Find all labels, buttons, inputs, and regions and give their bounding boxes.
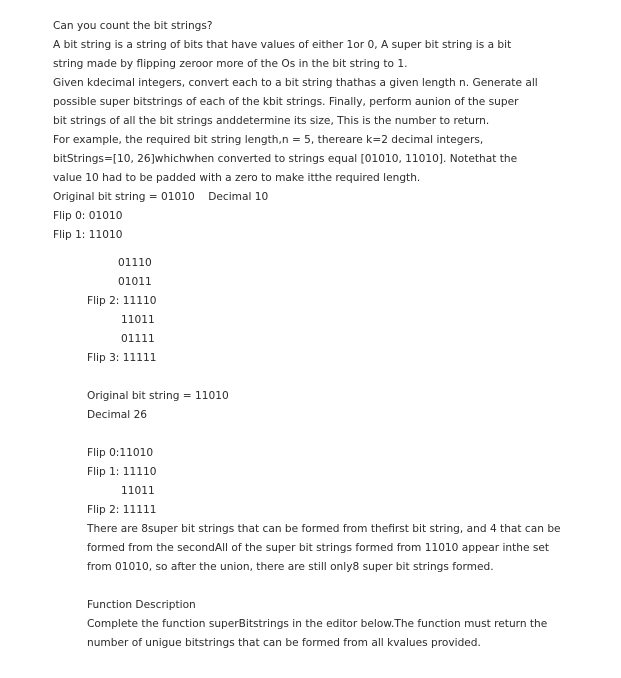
text-line: Flip 1: 11110 [87, 466, 157, 478]
bit-string-line: 01011 [118, 276, 152, 288]
text-line: Complete the function superBitstrings in the editor below.The function must return the [87, 618, 548, 630]
text-line: string made by flipping zeroor more of the Os in the bit string to 1. [53, 58, 408, 70]
text-line: Flip 2: 11111 [87, 504, 157, 516]
text-line: There are 8super bit strings that can be formed from thefirst bit string, and 4 that can be [87, 523, 561, 535]
text-line: number of unigue bitstrings that can be formed from all kvalues provided. [87, 637, 481, 649]
text-line: Given kdecimal integers, convert each to a bit string thathas a given length n. Generate all [53, 77, 538, 89]
text-line: from 01010, so after the union, there are still only8 super bit strings formed. [87, 561, 494, 573]
text-line: value 10 had to be padded with a zero to make itthe required length. [53, 172, 421, 184]
bit-string-line: 11011 [121, 485, 155, 497]
bit-string-line: 01110 [118, 257, 152, 269]
text-line: bitStrings=[10, 26]whichwhen converted to strings equal [01010, 11010]. Notethat the [53, 153, 518, 165]
text-line: bit strings of all the bit strings anddetermine its size, This is the number to return. [53, 115, 490, 127]
bit-string-line: 01111 [121, 333, 155, 345]
text-line: formed from the secondAll of the super bit strings formed from 11010 appear inthe set [87, 542, 550, 554]
text-line: For example, the required bit string length,n = 5, thereare k=2 decimal integers, [53, 134, 484, 146]
bit-string-line: 11011 [121, 314, 155, 326]
text-line: possible super bitstrings of each of the kbit strings. Finally, perform aunion of the super [53, 96, 519, 108]
text-line: Flip 0:11010 [87, 447, 154, 459]
text-line: Can you count the bit strings? [53, 20, 213, 32]
text-line: Original bit string = 01010 Decimal 10 [53, 191, 269, 203]
text-line: Flip 2: 11110 [87, 295, 157, 307]
text-line: Original bit string = 11010 [87, 390, 229, 402]
text-line: Flip 0: 01010 [53, 210, 123, 222]
text-line: Decimal 26 [87, 409, 148, 421]
section-heading: Function Description [87, 599, 196, 611]
text-line: Flip 1: 11010 [53, 229, 123, 241]
text-line: Flip 3: 11111 [87, 352, 157, 364]
text-line: A bit string is a string of bits that have values of either 1or 0, A super bit string is a bit [53, 39, 512, 51]
